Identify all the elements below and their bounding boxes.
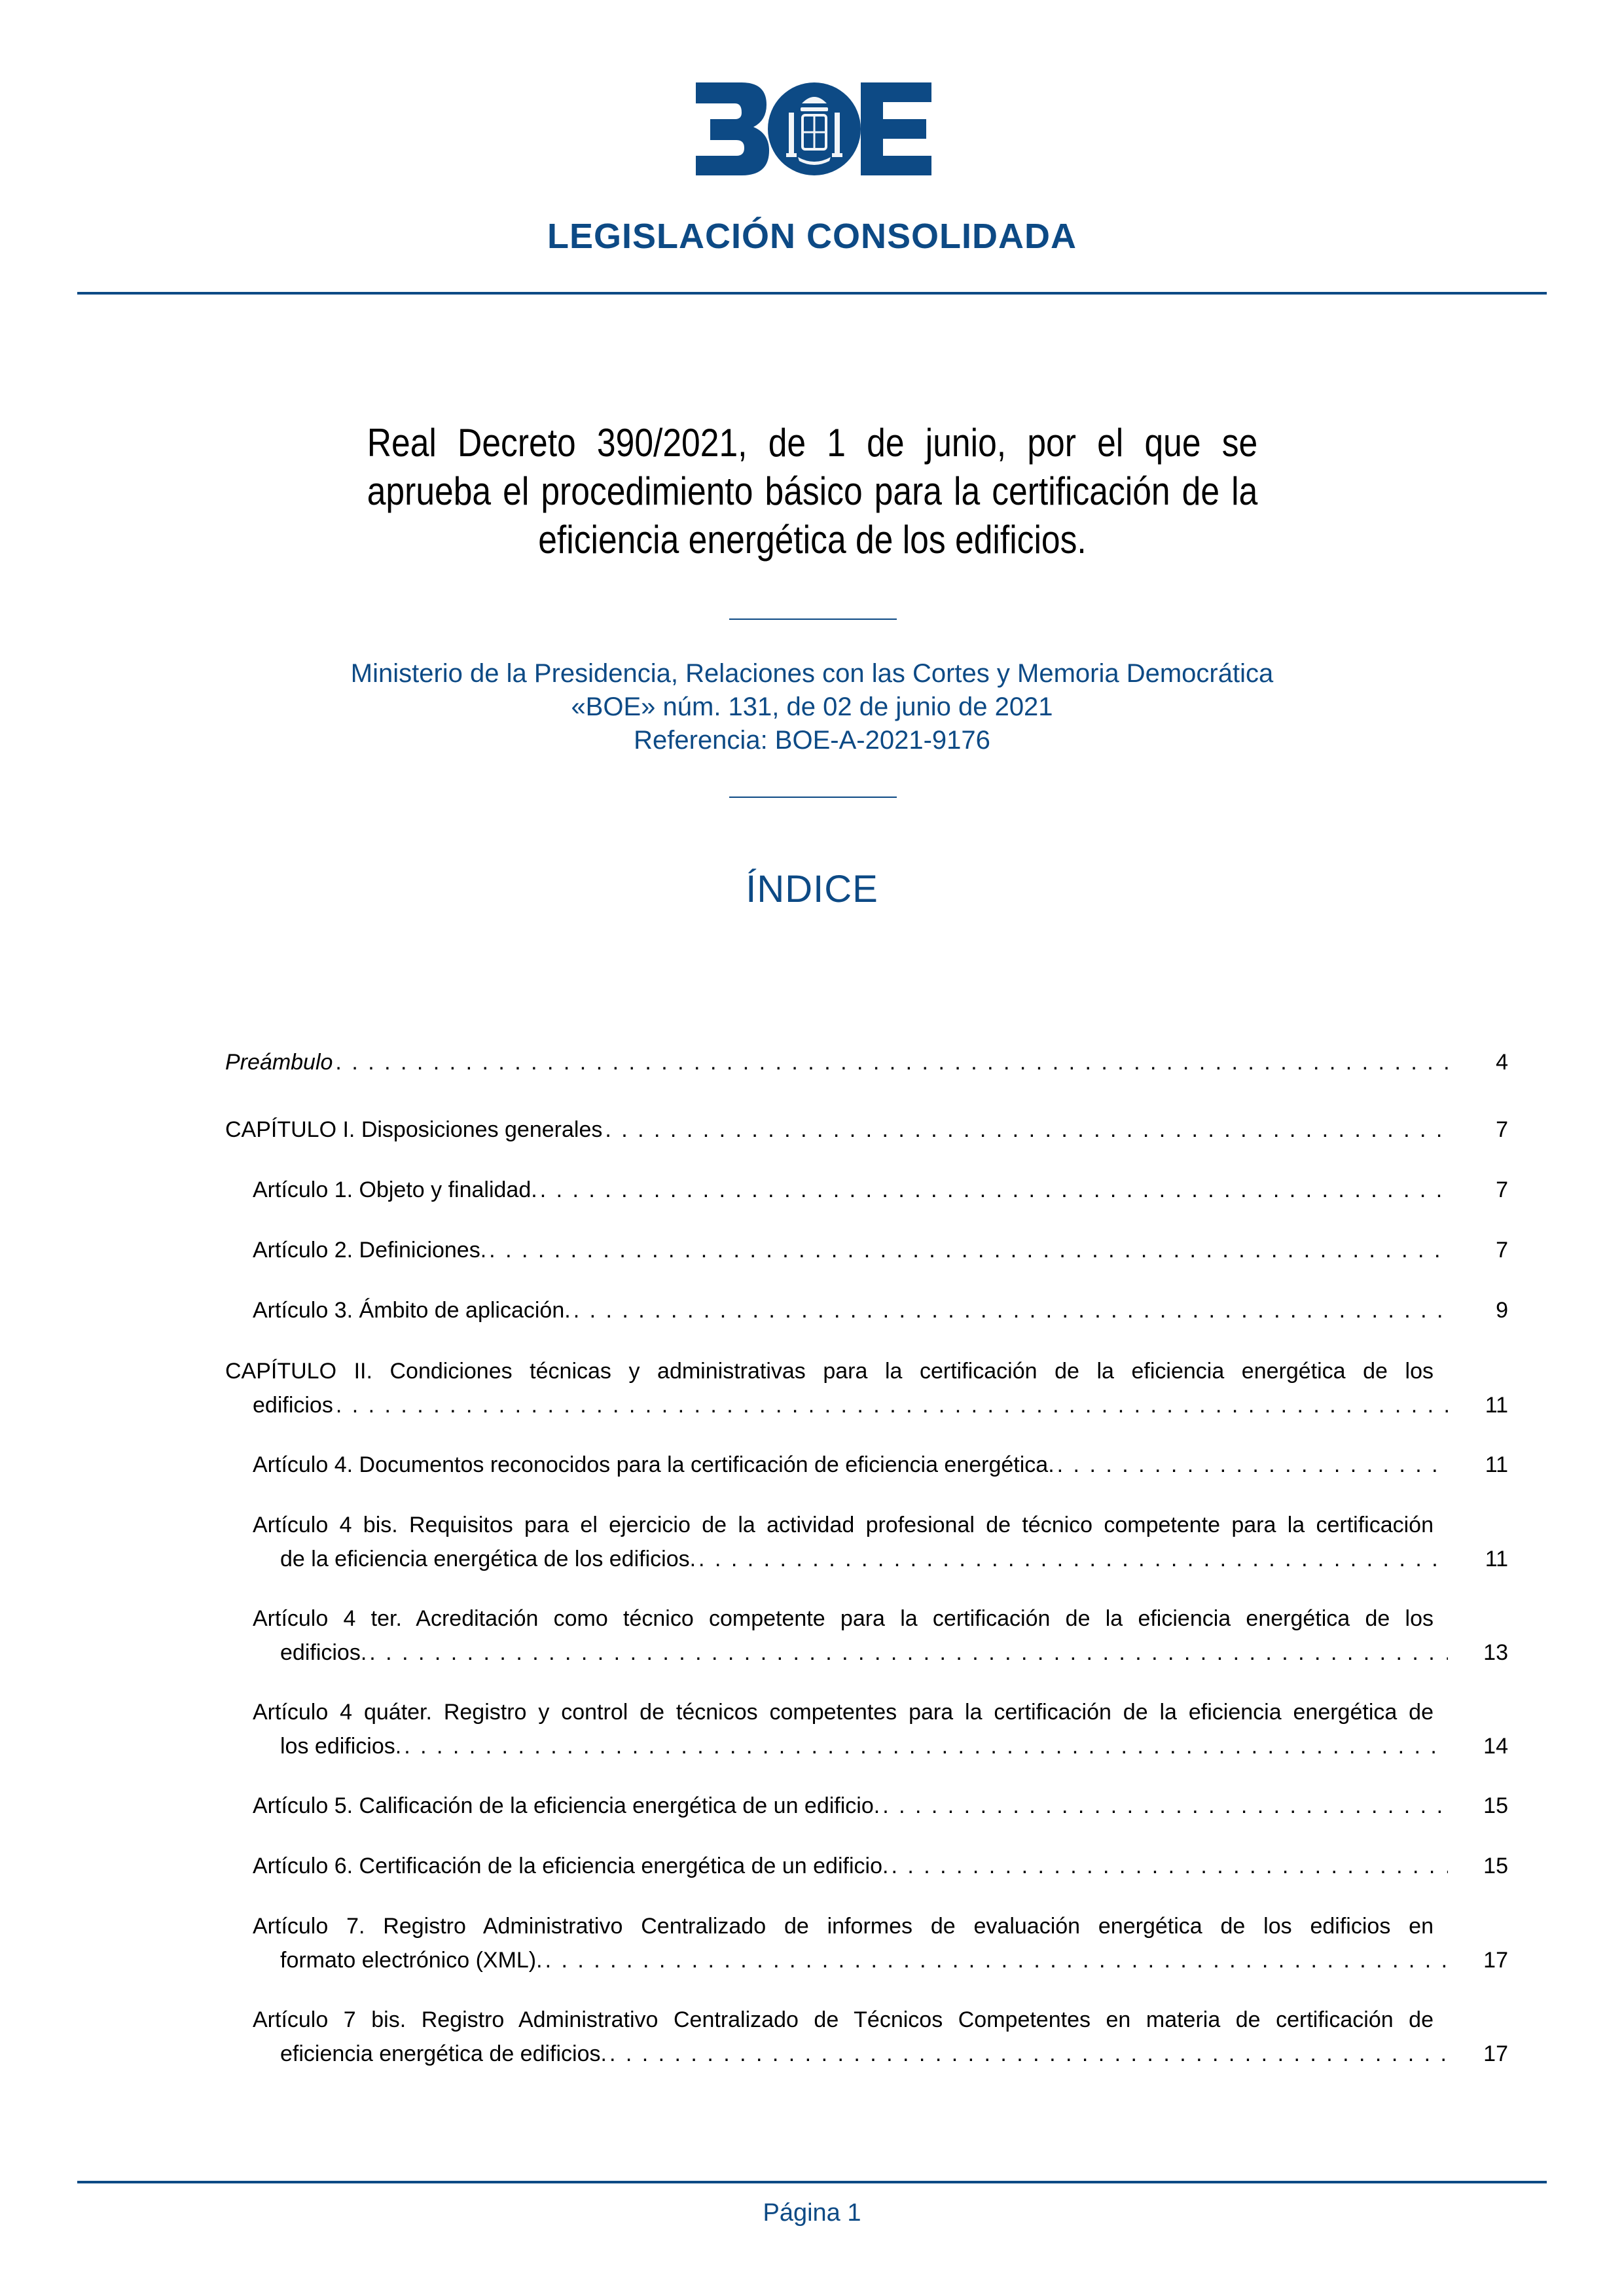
toc-entry-articulo-2[interactable]: [253, 1233, 1508, 1267]
toc-entry-title: Artículo 2. Definiciones.: [253, 1238, 487, 1263]
toc-entry-page: 4: [1496, 1050, 1508, 1075]
toc-entry-capitulo-2[interactable]: [225, 1354, 1508, 1422]
toc-entry-page: 9: [1496, 1298, 1508, 1323]
toc-entry-title-cont: de la eficiencia energética de los edificios.: [280, 1547, 696, 1571]
toc-entry-page: 17: [1483, 1948, 1508, 1973]
toc-entry-title-cont: edificios: [253, 1393, 333, 1418]
toc-entry-title: CAPÍTULO II. Condiciones técnicas y administrativas para la certificación de la eficiencia energética de los: [225, 1359, 1434, 1384]
toc-entry-title: Artículo 1. Objeto y finalidad.: [253, 1177, 537, 1202]
toc-entry-title: Artículo 4. Documentos reconocidos para la certificación de eficiencia energética.: [253, 1452, 1055, 1477]
toc-entry-page: 7: [1496, 1177, 1508, 1202]
toc-entry-capitulo-1[interactable]: [225, 1113, 1508, 1147]
toc-entry-title: Artículo 7 bis. Registro Administrativo Centralizado de Técnicos Competentes en materia de certificación de: [253, 2007, 1434, 2032]
boe-logo: [696, 82, 931, 175]
toc-entry-page: 14: [1483, 1734, 1508, 1759]
logo-letter-b: [696, 82, 769, 175]
toc-entry-page: 11: [1485, 1452, 1508, 1477]
toc-entry-articulo-7[interactable]: [253, 1909, 1508, 1977]
toc-entry-articulo-4-bis[interactable]: [253, 1508, 1508, 1576]
toc-entry-title: Artículo 6. Certificación de la eficiencia energética de un edificio.: [253, 1854, 889, 1878]
header-title: LEGISLACIÓN CONSOLIDADA: [547, 217, 1077, 256]
toc-entry-articulo-3[interactable]: [253, 1293, 1508, 1327]
footer-rule: [77, 2181, 1547, 2183]
toc-entry-title: Artículo 7. Registro Administrativo Centralizado de informes de evaluación energética de los edificios en: [253, 1914, 1434, 1939]
toc-entry-articulo-7-bis[interactable]: [253, 2003, 1508, 2071]
document-meta: [0, 657, 1624, 757]
toc-entry-title-cont: formato electrónico (XML).: [280, 1948, 543, 1973]
page-number: Página 1: [763, 2199, 861, 2227]
toc-entry-preambulo[interactable]: [225, 1045, 1508, 1079]
reference: Referencia: BOE-A-2021-9176: [634, 726, 990, 755]
logo-letter-e: [861, 82, 931, 175]
toc-entry-title: Artículo 4 bis. Requisitos para el ejercicio de la actividad profesional de técnico competente para la certificación: [253, 1513, 1434, 1537]
toc-entry-page: 15: [1483, 1793, 1508, 1818]
toc-entry-articulo-4[interactable]: [253, 1448, 1508, 1482]
document-title: Real Decreto 390/2021, de 1 de junio, por el que se aprueba el procedimiento básico para la certificación de la eficiencia energética de los edificios.: [367, 421, 1258, 562]
toc-entry-title: CAPÍTULO I. Disposiciones generales: [225, 1117, 603, 1142]
index-title: ÍNDICE: [746, 868, 878, 910]
toc-entry-page: 13: [1483, 1640, 1508, 1665]
toc-entry-title: Artículo 3. Ámbito de aplicación.: [253, 1298, 571, 1323]
header-rule: [77, 292, 1547, 295]
toc-entry-articulo-4-ter[interactable]: [253, 1602, 1508, 1670]
toc-entry-title-cont: edificios.: [280, 1640, 367, 1665]
toc-entry-title: Artículo 5. Calificación de la eficiencia energética de un edificio.: [253, 1793, 880, 1818]
toc-entry-page: 11: [1485, 1393, 1508, 1418]
ministry: Ministerio de la Presidencia, Relaciones con las Cortes y Memoria Democrática: [350, 659, 1274, 688]
toc-entry-title: Artículo 4 quáter. Registro y control de técnicos competentes para la certificación de la eficiencia energética de: [253, 1700, 1434, 1725]
toc-entry-page: 7: [1496, 1238, 1508, 1263]
toc-entry-articulo-6[interactable]: [253, 1849, 1508, 1883]
separator-top: [729, 619, 897, 620]
toc-entry-page: 11: [1485, 1547, 1508, 1571]
toc-entry-page: 17: [1483, 2041, 1508, 2066]
toc-entry-articulo-1[interactable]: [253, 1173, 1508, 1207]
toc-entry-articulo-5[interactable]: [253, 1789, 1508, 1823]
toc-entry-articulo-4-quater[interactable]: [253, 1695, 1508, 1763]
separator-bottom: [729, 797, 897, 798]
toc-entry-page: 15: [1483, 1854, 1508, 1878]
toc-entry-title: Preámbulo: [225, 1050, 333, 1075]
toc-entry-title: Artículo 4 ter. Acreditación como técnico competente para la certificación de la eficiencia energética de los: [253, 1606, 1434, 1631]
toc-entry-title-cont: eficiencia energética de edificios.: [280, 2041, 607, 2066]
boe-issue: «BOE» núm. 131, de 02 de junio de 2021: [571, 692, 1053, 721]
toc-entry-title-cont: los edificios.: [280, 1734, 402, 1759]
toc-entry-page: 7: [1496, 1117, 1508, 1142]
